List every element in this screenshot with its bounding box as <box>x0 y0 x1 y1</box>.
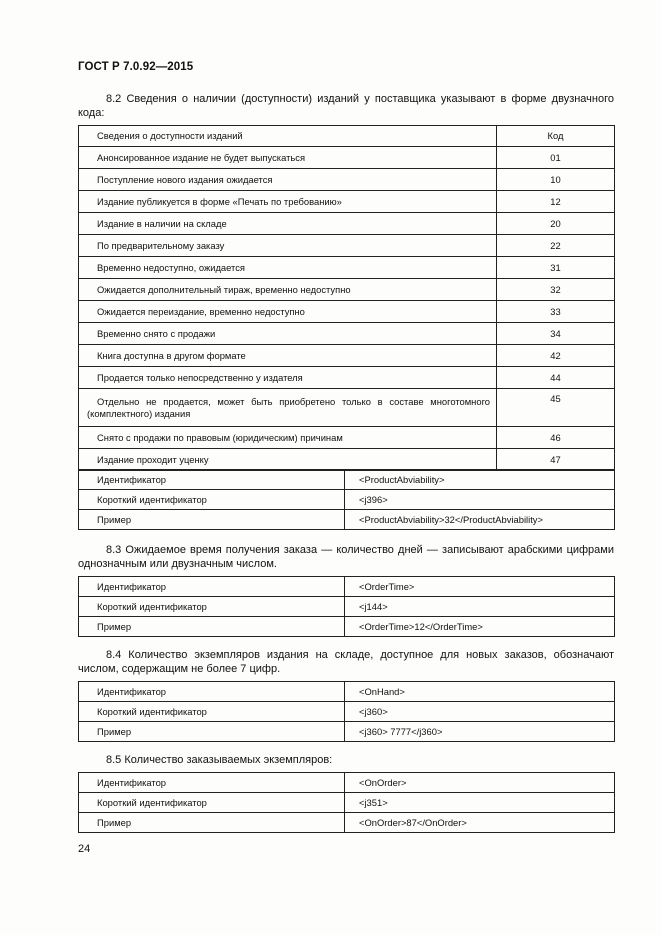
section-8-5-text <box>78 754 614 768</box>
identifier-value: <OnOrder>87</OnOrder> <box>345 813 615 833</box>
availability-description: Временно недоступно, ожидается <box>79 257 497 279</box>
identifier-label: Пример <box>79 813 345 833</box>
table-row <box>79 191 615 213</box>
identifier-label: Короткий идентификатор <box>79 490 345 510</box>
availability-description: Издание в наличии на складе <box>79 213 497 235</box>
table-row <box>79 257 615 279</box>
table-row <box>79 490 615 510</box>
identifier-value: <OnHand> <box>345 682 615 702</box>
table-row <box>79 213 615 235</box>
table-row <box>79 389 615 427</box>
availability-description: По предварительному заказу <box>79 235 497 257</box>
availability-code: 44 <box>497 367 615 389</box>
table-row <box>79 449 615 471</box>
section-8-5-text-content: 8.5 Количество заказываемых экземпляров: <box>106 754 333 766</box>
availability-description: Снято с продажи по правовым (юридическим) причинам <box>79 427 497 449</box>
table-row <box>79 147 615 169</box>
identifier-value: <ProductAbviability> <box>345 470 615 490</box>
identifier-label: Пример <box>79 510 345 530</box>
identifier-value: <j360> <box>345 702 615 722</box>
availability-description: Издание публикуется в форме «Печать по требованию» <box>79 191 497 213</box>
table-row <box>79 279 615 301</box>
column-header-code: Код <box>497 126 615 147</box>
section-8-3-text <box>78 544 614 571</box>
table-row <box>79 682 615 702</box>
section-8-3-text-content: 8.3 Ожидаемое время получения заказа — количество дней — записывают арабскими цифрами однозначным или двузначным числом. <box>78 544 614 570</box>
identifier-label: Пример <box>79 722 345 742</box>
table-row <box>79 597 615 617</box>
identifier-value: <OrderTime> <box>345 577 615 597</box>
identifier-label: Идентификатор <box>79 682 345 702</box>
identifier-label: Короткий идентификатор <box>79 702 345 722</box>
table-row <box>79 427 615 449</box>
table-row <box>79 510 615 530</box>
availability-description: Книга доступна в другом формате <box>79 345 497 367</box>
identifier-value: <j396> <box>345 490 615 510</box>
table-row <box>79 301 615 323</box>
table-row <box>79 793 615 813</box>
table-row <box>79 702 615 722</box>
section-8-5-identifier-table <box>78 772 615 833</box>
table-row <box>79 169 615 191</box>
availability-description: Ожидается переиздание, временно недоступно <box>79 301 497 323</box>
identifier-label: Пример <box>79 617 345 637</box>
section-8-3-identifier-table <box>78 576 615 637</box>
availability-description: Ожидается дополнительный тираж, временно недоступно <box>79 279 497 301</box>
section-8-2-text <box>78 93 614 120</box>
availability-codes-table <box>78 125 615 471</box>
table-row <box>79 617 615 637</box>
table-row <box>79 323 615 345</box>
availability-code: 01 <box>497 147 615 169</box>
identifier-label: Идентификатор <box>79 773 345 793</box>
availability-code: 34 <box>497 323 615 345</box>
identifier-label: Идентификатор <box>79 470 345 490</box>
identifier-value: <j360> 7777</j360> <box>345 722 615 742</box>
table-row <box>79 345 615 367</box>
section-8-4-text-content: 8.4 Количество экземпляров издания на складе, доступное для новых заказов, обозначают числом, содержащим не более 7 цифр. <box>78 649 614 675</box>
availability-code: 33 <box>497 301 615 323</box>
table-row <box>79 577 615 597</box>
identifier-value: <ProductAbviability>32</ProductAbviability> <box>345 510 615 530</box>
table-row <box>79 235 615 257</box>
availability-code: 46 <box>497 427 615 449</box>
identifier-label: Короткий идентификатор <box>79 597 345 617</box>
identifier-value: <OrderTime>12</OrderTime> <box>345 617 615 637</box>
identifier-value: <j144> <box>345 597 615 617</box>
availability-code: 10 <box>497 169 615 191</box>
identifier-value: <j351> <box>345 793 615 813</box>
identifier-label: Идентификатор <box>79 577 345 597</box>
section-8-2-identifier-table <box>78 469 615 530</box>
table-header-row <box>79 126 615 147</box>
availability-code: 20 <box>497 213 615 235</box>
section-8-2-text-content: 8.2 Сведения о наличии (доступности) изданий у поставщика указывают в форме двузначного кода: <box>78 93 614 119</box>
availability-description: Издание проходит уценку <box>79 449 497 471</box>
availability-description: Отдельно не продается, может быть приобретено только в составе многотомного (комплектного) издания <box>79 389 497 427</box>
availability-code: 12 <box>497 191 615 213</box>
table-row <box>79 470 615 490</box>
availability-code: 47 <box>497 449 615 471</box>
availability-code: 42 <box>497 345 615 367</box>
section-8-4-identifier-table <box>78 681 615 742</box>
table-row <box>79 722 615 742</box>
page-number: 24 <box>78 843 91 855</box>
availability-code: 31 <box>497 257 615 279</box>
availability-code: 22 <box>497 235 615 257</box>
availability-description: Продается только непосредственно у издателя <box>79 367 497 389</box>
table-row <box>79 813 615 833</box>
section-8-4-text <box>78 649 614 676</box>
availability-code: 45 <box>497 389 615 427</box>
availability-description: Временно снято с продажи <box>79 323 497 345</box>
table-row <box>79 773 615 793</box>
identifier-label: Короткий идентификатор <box>79 793 345 813</box>
availability-code: 32 <box>497 279 615 301</box>
availability-description: Поступление нового издания ожидается <box>79 169 497 191</box>
identifier-value: <OnOrder> <box>345 773 615 793</box>
column-header-description: Сведения о доступности изданий <box>79 126 497 147</box>
table-row <box>79 367 615 389</box>
availability-description: Анонсированное издание не будет выпускаться <box>79 147 497 169</box>
page-header: ГОСТ Р 7.0.92—2015 <box>78 61 194 73</box>
